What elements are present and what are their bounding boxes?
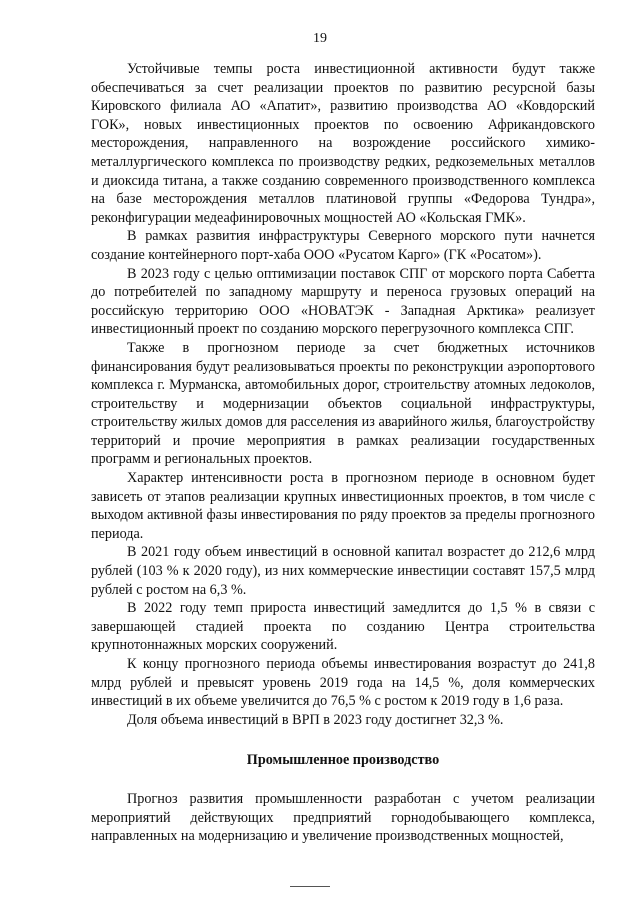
paragraph-lng-optimization: В 2023 году с целью оптимизации поставок СПГ от морского порта Сабетта до потребителей по западному маршруту и переноса грузовых операций на российскую территорию ООО «НОВАТЭК - Западная Арктика» реализует инвестиционный проект по созданию морского перегрузочного комплекса СПГ.: [91, 265, 595, 338]
paragraph-growth-character: Характер интенсивности роста в прогнозном периоде в основном будет зависеть от этапов реализации крупных инвестиционных проектов, в том числе с выходом активной фазы инвестирования по ряду проектов за пределы прогнозного периода.: [91, 470, 595, 542]
paragraph-grp-share: Доля объема инвестиций в ВРП в 2023 году достигнет 32,3 %.: [127, 711, 504, 728]
paragraph-2021-investment: В 2021 году объем инвестиций в основной капитал возрастет до 212,6 млрд рублей (103 % к 2020 году), из них коммерческие инвестиции составят 157,5 млрд рублей с ростом на 6,3 %.: [91, 544, 595, 598]
paragraph-investment-growth: Устойчивые темпы роста инвестиционной активности будут также обеспечиваться за счет реализации проектов по развитию ресурсной базы Кировского филиала АО «Апатит», развитию производства АО «Ковдорский ГОК», новых инвестиционных проектов по освоению Африкандовского месторождения, направленного на возрождение российского химико-металлургического комплекса по производству редких, редкоземельных металлов и диоксида титана, а также созданию современного производственного комплекса на базе месторождения металлов платиновой группы «Федорова Тундра», реконфигурации медеафинировочных мощностей АО «Кольская ГМК».: [91, 61, 595, 226]
footer-divider: [290, 886, 330, 887]
paragraph-budget-projects: Также в прогнозном периоде за счет бюджетных источников финансирования будут реализовываться проекты по реконструкции аэропортового комплекса г. Мурманска, автомобильных дорог, строительству атомных ледоколов, строительству и модернизации объектов социальной инфраструктуры, строительству жилых домов для расселения из аварийного жилья, благоустройству территорий и прочие мероприятия в рамках реализации государственных программ и региональных проектов.: [91, 339, 595, 468]
paragraph-forecast-end: К концу прогнозного периода объемы инвестирования возрастут до 241,8 млрд рублей и превысят уровень 2019 года на 14,5 %, доля коммерческих инвестиций в их объеме увеличится до 76,5 % с ростом к 2019 году в 1,6 раза.: [91, 656, 595, 710]
paragraph-northern-sea-route: В рамках развития инфраструктуры Северного морского пути начнется создание контейнерного порт-хаба ООО «Русатом Карго» (ГК «Росатом»).: [91, 228, 595, 263]
page-number: 19: [313, 31, 327, 46]
section-heading-industry: Промышленное производство: [246, 752, 440, 769]
page-body: [91, 60, 595, 846]
paragraph-2022-investment: В 2022 году темп прироста инвестиций замедлится до 1,5 % в связи с завершающей стадией проекта по созданию Центра строительства крупнотоннажных морских сооружений.: [91, 600, 595, 654]
paragraph-industry-forecast: Прогноз развития промышленности разработан с учетом реализации мероприятий действующих предприятий горнодобывающего комплекса, направленных на модернизацию и увеличение производственных мощностей,: [91, 790, 595, 845]
